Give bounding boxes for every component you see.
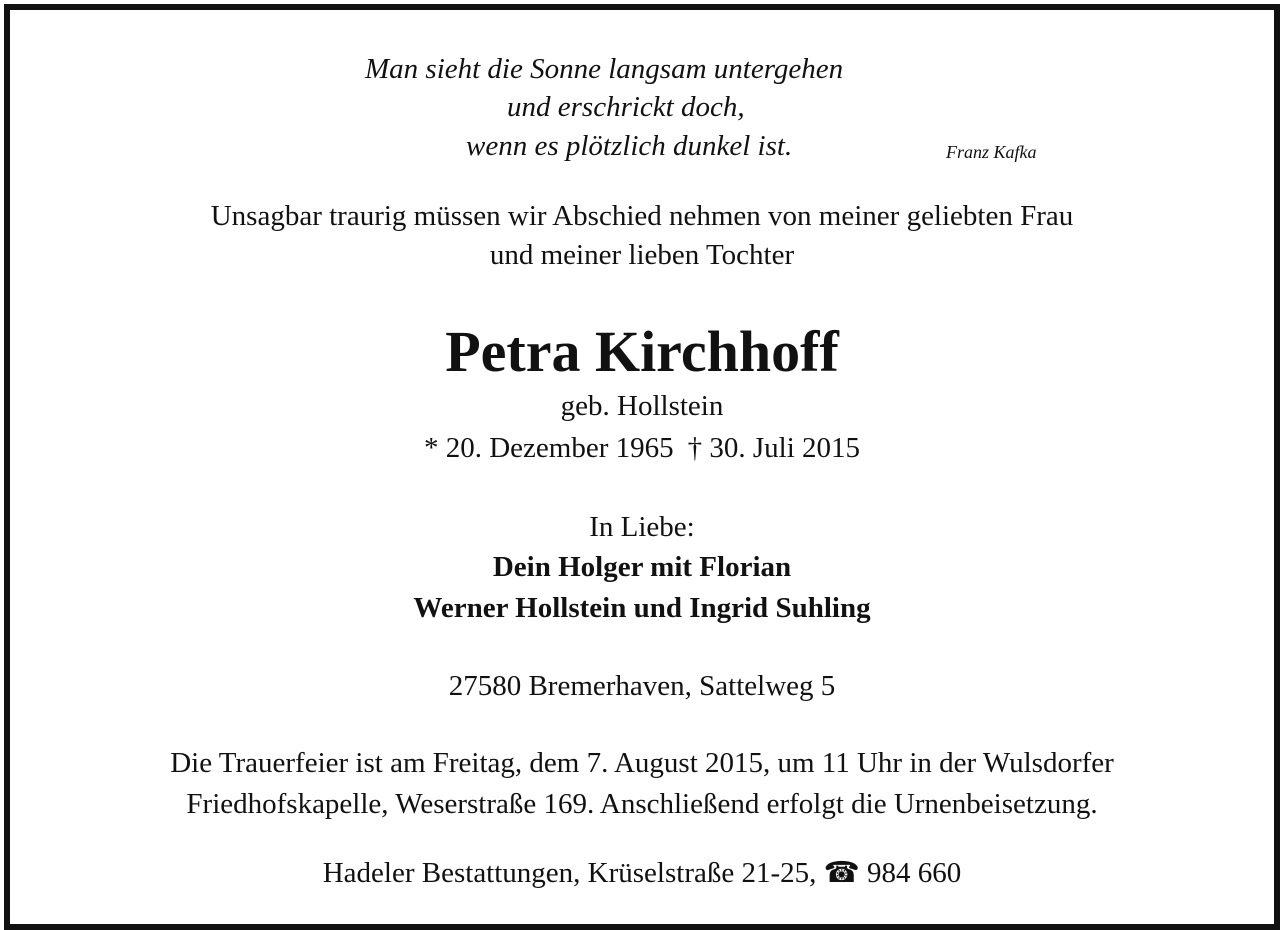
life-dates [10,432,1274,465]
mourners-label: In Liebe: [589,511,695,543]
quote-line-2: und erschrickt doch, [507,91,745,123]
obituary-notice [4,4,1280,930]
intro-line-1: Unsagbar traurig müssen wir Abschied nehmen von meiner geliebten Frau [210,200,1074,232]
quote-author: Franz Kafka [946,142,1037,162]
quote-line-1: Man sieht die Sonne langsam untergehen [365,53,844,85]
undertaker-text: Hadeler Bestattungen, Krüselstraße 21-25, [322,857,817,889]
mourner-line-2: Werner Hollstein und Ingrid Suhling [413,592,871,624]
telephone-icon: ☎ [823,857,860,889]
quote-line-3: wenn es plötzlich dunkel ist. [466,130,793,162]
service-line-1: Die Trauerfeier ist am Freitag, dem 7. August 2015, um 11 Uhr in der Wulsdorfer [170,747,1114,779]
birth-date: * 20. Dezember 1965 [423,432,674,464]
intro-line-2: und meiner lieben Tochter [489,239,795,271]
service-line-2: Friedhofskapelle, Weserstraße 169. Anschließend erfolgt die Urnenbeisetzung. [186,788,1098,820]
maiden-name: geb. Hollstein [560,390,724,422]
undertaker-info [10,855,1274,890]
undertaker-phone: 984 660 [867,857,962,889]
family-address: 27580 Bremerhaven, Sattelweg 5 [448,670,836,702]
mourner-line-1: Dein Holger mit Florian [492,551,792,583]
deceased-name: Petra Kirchhoff [445,319,839,384]
death-date: † 30. Juli 2015 [687,432,861,464]
